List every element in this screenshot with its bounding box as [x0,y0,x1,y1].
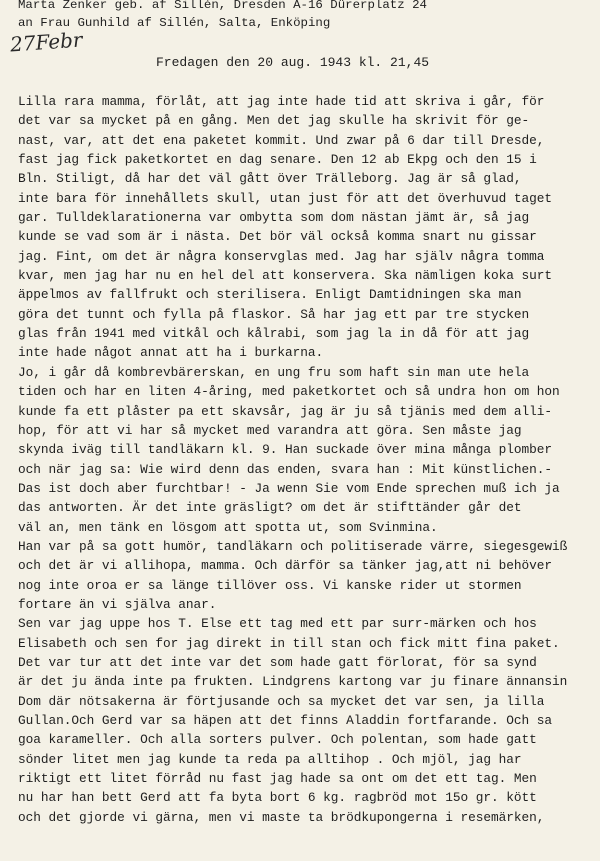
letter-line: är det ju ända inte pa frukten. Lindgrens kartong var ju finare ännansin [18,674,568,690]
letter-line: Han var på sa gott humör, tandläkarn och politiserade värre, siegesgewiß [18,538,568,554]
letter-body [18,92,600,827]
handwritten-note: 27Febr [9,27,84,57]
letter-line: skynda iväg till tandläkarn kl. 9. Han suckade över mina många plomber [18,442,553,458]
letter-line: och när jag sa: Wie wird denn das enden, svara han : Mit künstlichen.- [18,461,553,477]
letter-line: Dom där nötsakerna är förtjusande och sa mycket det var sen, ja lilla [18,693,545,709]
letter-line: väl an, men tänk en lösgom att spotta ut, som Svinmina. [18,519,438,535]
letter-line: kvar, men jag har nu en hel del att konservera. Ska nämligen koka surt [18,268,553,284]
letter-line: Lilla rara mamma, förlåt, att jag inte hade tid att skriva i går, för [18,94,545,109]
recipient-line: an Frau Gunhild af Sillén, Salta, Enköping [18,16,331,30]
letter-line: das antworten. Är det inte gräsligt? om det är stifttänder går det [18,500,522,516]
letter-line: nast, var, att det ena paketet kommit. Und zwar på 6 dar till Dresde, [18,132,545,148]
letter-line: fast jag fick paketkortet en dag senare. Den 12 ab Ekpg och den 15 i [18,152,537,168]
letter-line: inte bara för innehållets skull, utan just för att det överhuvud taget [18,190,553,206]
letter-line: hop, för att vi har så mycket med varandra att göra. Sen måste jag [18,422,522,438]
letter-line: nog inte oroa er sa länge tillöver oss. Vi kanske rider ut stormen [18,577,522,593]
letter-line: Sen var jag uppe hos T. Else ett tag med ett par surr-märken och hos [18,616,537,632]
letter-line: gar. Tulldeklarationerna var ombytta som dom nästan jämt är, så jag [18,210,530,226]
letter-line: tiden och har en liten 4-åring, med paketkortet och så undra hon om hon [18,384,560,400]
letter-line: Das ist doch aber furchtbar! - Ja wenn Sie vom Ende sprechen muß ich ja [18,480,560,496]
letter-line: sönder litet men jag kunde ta reda pa alltihop . Och mjöl, jag har [18,751,522,767]
letter-line: Det var tur att det inte var det som hade gatt förlorat, för sa synd [18,654,537,670]
letter-line: det var sa mycket på en gång. Men det jag skulle ha skrivit för ge- [18,113,530,129]
sender-line: Marta Zenker geb. af Sillén, Dresden A-16 Dürerplatz 24 [18,0,427,12]
letter-line: Bln. Stiligt, då har det väl gått över Trälleborg. Jag är så glad, [18,171,522,187]
letter-line: kunde fa ett plåster pa ett skavsår, jag är ju så tjänis med dem alli- [18,403,553,419]
letter-line: nu har han bett Gerd att fa byta bort 6 kg. ragbröd mot 15o gr. kött [18,790,537,806]
letter-line: goa karameller. Och alla sorters pulver. Och polentan, som hade gatt [18,732,537,748]
letter-line: glas från 1941 med vitkål och kålrabi, som jag la in då för att jag [18,326,530,342]
letter-line: Elisabeth och sen for jag direkt in till stan och fick mitt fina paket. [18,635,560,651]
letter-line: och det är vi allihopa, mamma. Och därför sa tänker jag,att ni behöver [18,558,553,574]
letter-line: göra det tunnt och fylla på flaskor. Så har jag ett par tre stycken [18,306,530,322]
letter-line: fortare än vi själva anar. [18,596,217,612]
letter-line: inte hade något annat att ha i burkarna. [18,345,324,361]
letter-date: Fredagen den 20 aug. 1943 kl. 21,45 [156,55,430,70]
letter-line: äppelmos av fallfrukt och sterilisera. Enligt Damtidningen ska man [18,287,522,303]
letter-line: Jo, i går då kombrevbärerskan, en ung fru som haft sin man ute hela [18,364,530,380]
letter-line: kunde se vad som är i nästa. Det bör väl också komma snart nu gissar [18,229,537,245]
letter-line: riktigt ett litet förråd nu fast jag hade sa ont om det ett tag. Men [18,771,537,787]
letter-line: och det gjorde vi gärna, men vi maste ta brödkupongerna i resemärken, [18,809,545,825]
letter-line: jag. Fint, om det är några konservglas med. Jag har själv några tomma [18,248,545,264]
letter-line: Gullan.Och Gerd var sa häpen att det finns Aladdin fortfarande. Och sa [18,713,553,728]
